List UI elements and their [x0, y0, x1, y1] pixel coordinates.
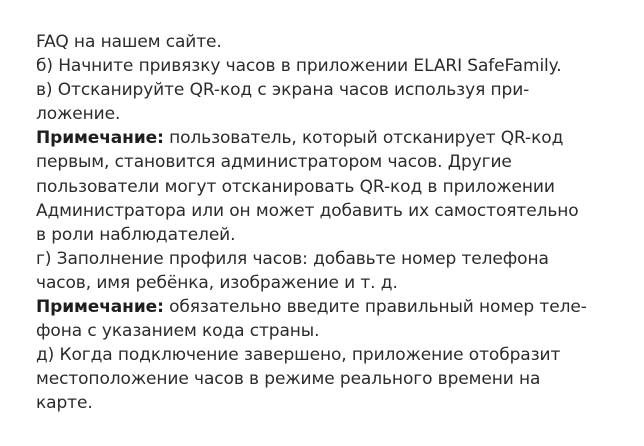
note-text: пользователь, который отсканирует QR-код	[163, 128, 564, 149]
text-line: FAQ на нашем сайте.	[36, 32, 222, 52]
text-line: пользователи могут отсканировать QR-код в приложении	[36, 176, 555, 197]
document-body	[36, 30, 616, 416]
text-line: ложение.	[36, 104, 121, 125]
text-line: фона с указанием кода страны.	[36, 321, 320, 342]
note-label: Примечание:	[36, 297, 164, 318]
text-line: Администратора или он может добавить их самостоятельно	[36, 200, 579, 221]
text-line: в роли наблюдателей.	[36, 224, 236, 245]
step-c-line: в) Отсканируйте QR-код с экрана часов используя при-	[36, 80, 530, 101]
step-e-line: д) Когда подключение завершено, приложение отобразит	[36, 345, 561, 366]
step-d-line: г) Заполнение профиля часов: добавьте номер телефона	[36, 248, 549, 269]
note-text: обязательно введите правильный номер теле-	[163, 297, 587, 318]
text-line: часов, имя ребёнка, изображение и т. д.	[36, 272, 398, 293]
step-b-line: б) Начните привязку часов в приложении ELARI SafeFamily.	[36, 56, 562, 77]
note-line	[36, 126, 616, 150]
text-line: местоположение часов в режиме реального времени на	[36, 369, 541, 390]
note-line	[36, 295, 616, 319]
text-line: карте.	[36, 393, 93, 414]
note-label: Примечание:	[36, 128, 164, 149]
text-line: первым, становится администратором часов. Другие	[36, 152, 512, 173]
